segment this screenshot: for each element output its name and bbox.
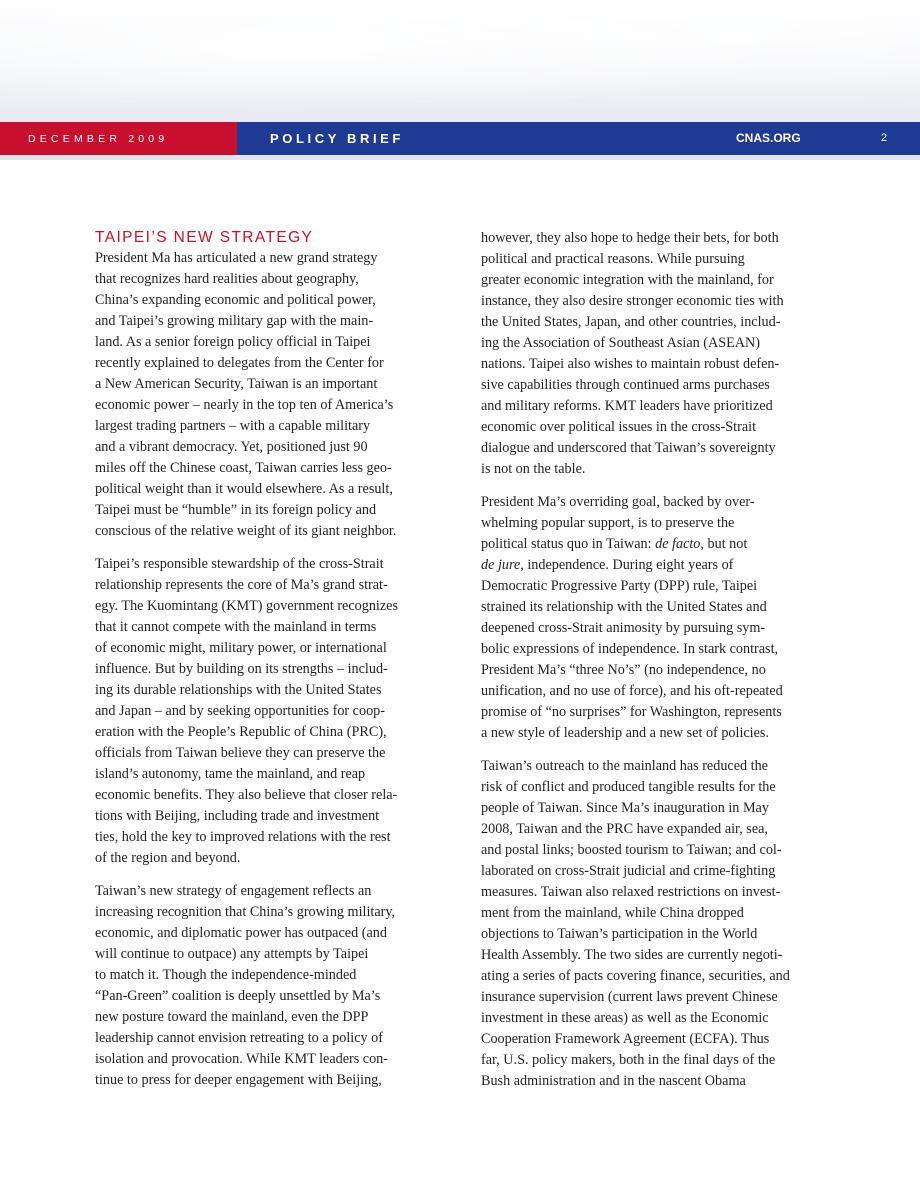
text-line: egy. The Kuomintang (KMT) government recognizes [95, 598, 398, 614]
italic-term: de jure [481, 557, 521, 573]
text-line: to match it. Though the independence-minded [95, 967, 357, 983]
text-line: bolic expressions of independence. In stark contrast, [481, 641, 779, 657]
text-line: and military reforms. KMT leaders have prioritized [481, 398, 773, 414]
text-line: President Ma’s overriding goal, backed by over- [481, 494, 755, 510]
text-line: objections to Taiwan’s participation in the World [481, 926, 758, 942]
header-site: CNAS.ORG [736, 131, 801, 145]
text-line: President Ma has articulated a new grand strategy [95, 250, 378, 266]
text-line: recently explained to delegates from the Center for [95, 355, 384, 371]
section-heading: TAIPEI’S NEW STRATEGY [95, 229, 314, 246]
text-line: instance, they also desire stronger economic ties with [481, 293, 784, 309]
text-line: a new style of leadership and a new set of policies. [481, 725, 769, 741]
text-line: 2008, Taiwan and the PRC have expanded air, sea, [481, 821, 768, 837]
text-line: officials from Taiwan believe they can preserve the [95, 745, 386, 761]
text-line: political weight than it would elsewhere. As a result, [95, 481, 393, 497]
text-line: economic benefits. They also believe that closer rela- [95, 787, 398, 803]
text-run: , independence. During eight years of [520, 557, 734, 573]
text-line: measures. Taiwan also relaxed restrictions on invest- [481, 884, 781, 900]
text-line: economic, and diplomatic power has outpaced (and [95, 925, 387, 941]
text-line: far, U.S. policy makers, both in the final days of the [481, 1052, 776, 1068]
header-date: DECEMBER 2009 [28, 132, 169, 145]
page-number: 2 [881, 132, 888, 144]
text-line [481, 555, 829, 576]
text-line: is not on the table. [481, 461, 586, 477]
text-line: and postal links; boosted tourism to Taiwan; and col- [481, 842, 782, 858]
text-line: “Pan-Green” coalition is deeply unsettled by Ma’s [95, 988, 381, 1004]
text-line: isolation and provocation. While KMT leaders con- [95, 1051, 389, 1067]
text-line: people of Taiwan. Since Ma’s inauguration in May [481, 800, 769, 816]
text-line: dialogue and underscored that Taiwan’s sovereignty [481, 440, 776, 456]
text-line: and Taipei’s growing military gap with the main- [95, 313, 374, 329]
text-line: ing its durable relationships with the United States [95, 682, 382, 698]
text-line: Taiwan’s outreach to the mainland has reduced the [481, 758, 768, 774]
text-line: ties, hold the key to improved relations with the rest [95, 829, 391, 845]
text-line: political and practical reasons. While pursuing [481, 251, 745, 267]
text-line: that it cannot compete with the mainland in terms [95, 619, 377, 635]
text-line: leadership cannot envision retreating to a policy of [95, 1030, 383, 1046]
text-run: , but not [700, 536, 748, 552]
paragraph [481, 228, 829, 480]
paragraph [95, 248, 443, 542]
text-line: nations. Taipei also wishes to maintain robust defen- [481, 356, 780, 372]
text-line: ating a series of pacts covering finance, securities, and [481, 968, 790, 984]
text-line: and Japan – and by seeking opportunities for coop- [95, 703, 385, 719]
text-line: a New American Security, Taiwan is an important [95, 376, 378, 392]
text-line: whelming popular support, is to preserve the [481, 515, 735, 531]
text-line: economic over political issues in the cross-Strait [481, 419, 757, 435]
text-line: influence. But by building on its strengths – includ- [95, 661, 388, 677]
text-line: greater economic integration with the mainland, for [481, 272, 774, 288]
text-line: tions with Beijing, including trade and investment [95, 808, 380, 824]
text-line: ing the Association of Southeast Asian (ASEAN) [481, 335, 760, 351]
italic-term: de facto [655, 536, 701, 552]
text-line: tinue to press for deeper engagement with Beijing, [95, 1072, 382, 1088]
paragraph [95, 881, 443, 1091]
left-column [95, 228, 443, 1103]
text-line: deepened cross-Strait animosity by pursuing sym- [481, 620, 766, 636]
text-line: and a vibrant democracy. Yet, positioned just 90 [95, 439, 368, 455]
text-line: laborated on cross-Strait judicial and crime-fighting [481, 863, 776, 879]
text-line: however, they also hope to hedge their bets, for both [481, 230, 779, 246]
text-line: relationship represents the core of Ma’s grand strat- [95, 577, 388, 593]
text-line: increasing recognition that China’s growing military, [95, 904, 396, 920]
text-line: President Ma’s “three No’s” (no independence, no [481, 662, 766, 678]
text-line: China’s expanding economic and political power, [95, 292, 376, 308]
header-date-block [0, 122, 237, 155]
paragraph [481, 492, 829, 744]
text-line: sive capabilities through continued arms purchases [481, 377, 770, 393]
text-run: political status quo in Taiwan: [481, 536, 656, 552]
text-line: investment in these areas) as well as the Economic [481, 1010, 769, 1026]
text-line: will continue to outpace) any attempts by Taipei [95, 946, 369, 962]
header-bar [0, 122, 920, 155]
paragraph [481, 756, 829, 1092]
text-line: that recognizes hard realities about geography, [95, 271, 359, 287]
text-line: strained its relationship with the United States and [481, 599, 767, 615]
text-line: largest trading partners – with a capable military [95, 418, 371, 434]
text-line: economic power – nearly in the top ten of America’s [95, 397, 394, 413]
right-column [481, 228, 829, 1104]
header-title: POLICY BRIEF [270, 131, 404, 146]
text-line: conscious of the relative weight of its giant neighbor. [95, 523, 397, 539]
text-line: promise of “no surprises” for Washington, represents [481, 704, 782, 720]
text-line: unification, and no use of force), and his oft-repeated [481, 683, 783, 699]
text-line: insurance supervision (current laws prevent Chinese [481, 989, 778, 1005]
text-line: island’s autonomy, tame the mainland, and reap [95, 766, 366, 782]
text-line: Cooperation Framework Agreement (ECFA). Thus [481, 1031, 770, 1047]
text-line: eration with the People’s Republic of China (PRC), [95, 724, 387, 740]
text-line: of the region and beyond. [95, 850, 241, 866]
text-line: Taiwan’s new strategy of engagement reflects an [95, 883, 372, 899]
text-line: Democratic Progressive Party (DPP) rule, Taipei [481, 578, 758, 594]
text-line: land. As a senior foreign policy official in Taipei [95, 334, 371, 350]
text-line: Taipei must be “humble” in its foreign policy and [95, 502, 377, 518]
text-line: new posture toward the mainland, even the DPP [95, 1009, 369, 1025]
text-line: miles off the Chinese coast, Taiwan carries less geo- [95, 460, 392, 476]
text-line [481, 534, 829, 555]
text-line: ment from the mainland, while China dropped [481, 905, 744, 921]
header-title-block [237, 122, 920, 155]
text-line: of economic might, military power, or international [95, 640, 387, 656]
text-line: risk of conflict and produced tangible results for the [481, 779, 776, 795]
text-line: Health Assembly. The two sides are currently negoti- [481, 947, 783, 963]
text-line: the United States, Japan, and other countries, includ- [481, 314, 781, 330]
paragraph [95, 554, 443, 869]
text-line: Taipei’s responsible stewardship of the cross-Strait [95, 556, 384, 572]
text-line: Bush administration and in the nascent Obama [481, 1073, 746, 1089]
